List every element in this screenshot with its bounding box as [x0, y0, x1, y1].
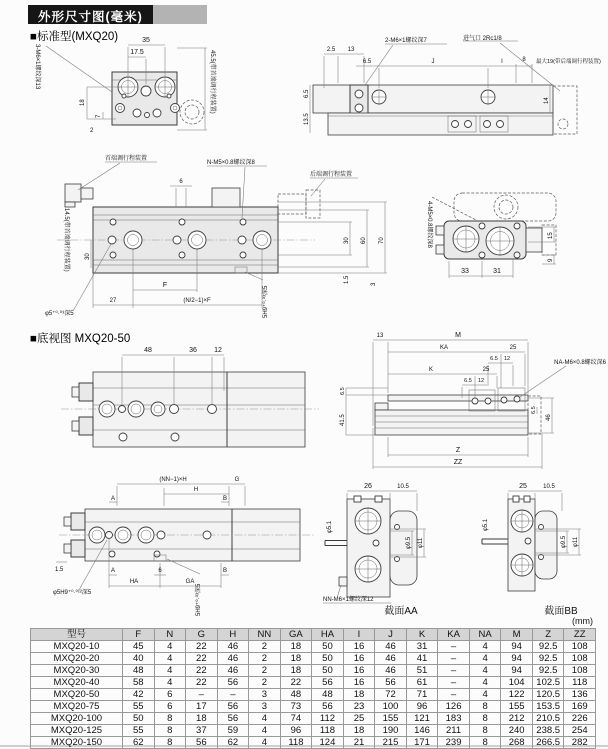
column-header: F	[123, 629, 155, 641]
dim-B-bottom: B	[222, 568, 228, 574]
value-cell: 21	[343, 737, 375, 749]
dim-2-5: 2.5	[326, 47, 336, 53]
dim-35: 35	[142, 37, 150, 44]
title-tail-decoration	[153, 5, 207, 24]
value-cell: 45	[123, 641, 155, 653]
model-cell: MXQ20-30	[31, 665, 123, 677]
thread-note-n-m5: N-M5×0.8螺纹深8	[207, 160, 255, 166]
value-cell: 226	[564, 713, 596, 725]
model-cell: MXQ20-50	[31, 689, 123, 701]
dim-15: 15	[548, 232, 554, 239]
dim-N-half-F: (N/2−1)×F	[183, 298, 211, 304]
value-cell: 46	[375, 653, 407, 665]
value-cell: 8	[469, 701, 501, 713]
value-cell: 122	[501, 689, 533, 701]
dim-25a: 25	[509, 345, 517, 351]
column-header: I	[343, 629, 375, 641]
dim-27: 27	[109, 298, 117, 304]
value-cell: 56	[217, 677, 249, 689]
dim-2: 2	[90, 128, 94, 134]
value-cell: 51	[406, 665, 438, 677]
value-cell: 59	[217, 725, 249, 737]
dim-A-bottom: A	[110, 568, 116, 574]
value-cell: 118	[280, 737, 312, 749]
value-cell: 108	[564, 665, 596, 677]
dim-1-5: 1.5	[344, 275, 350, 284]
value-cell: 112	[312, 713, 344, 725]
dim-6-5: 6.5	[362, 59, 372, 65]
value-cell: 155	[375, 713, 407, 725]
value-cell: –	[438, 689, 470, 701]
dim-41-5: 41.5	[340, 414, 346, 426]
section-aa-geometry	[325, 496, 417, 597]
dim-7: 7	[96, 114, 102, 118]
table-row	[31, 653, 596, 665]
rail-block	[390, 511, 417, 585]
dim-12a: 12	[503, 356, 511, 362]
key-note-5h9: 5H9⁺⁰·⁰³深5	[263, 285, 269, 318]
value-cell: 58	[123, 677, 155, 689]
value-cell: 50	[123, 713, 155, 725]
dimension-table	[30, 628, 596, 749]
side-profile-drawing	[328, 326, 608, 482]
column-header: NN	[249, 629, 281, 641]
value-cell: 108	[564, 641, 596, 653]
section-standard-label: ■标准型(MXQ20)	[30, 31, 119, 43]
key-note-5h9: 5H9⁺⁰·⁰³深5	[196, 583, 202, 616]
section-aa-caption: 截面AA	[384, 606, 418, 617]
dim-I: I	[501, 59, 503, 65]
thread-note-3-m6: 3-M6×1螺纹深13	[34, 44, 40, 90]
value-cell: 22	[186, 677, 218, 689]
value-cell: 8	[469, 737, 501, 749]
stroke-adjuster-phantom-circle	[180, 100, 204, 124]
dim-6-5b: 6.5	[464, 378, 472, 384]
dim-3: 3	[371, 282, 377, 286]
column-header: NA	[469, 629, 501, 641]
value-cell: 71	[406, 689, 438, 701]
value-cell: 282	[564, 737, 596, 749]
dim-G: G	[234, 477, 240, 483]
dim-12b: 12	[477, 378, 485, 384]
section-bottom-view-label: ■底视图 MXQ20-50	[30, 333, 131, 345]
value-cell: 183	[438, 713, 470, 725]
value-cell: –	[186, 689, 218, 701]
standard-side-view-drawing	[300, 28, 608, 163]
model-cell: MXQ20-125	[31, 725, 123, 737]
dim-1-5: 1.5	[55, 567, 64, 573]
dim-33: 33	[461, 268, 469, 275]
value-cell: 55	[123, 701, 155, 713]
dim-K: K	[428, 367, 434, 373]
value-cell: 46	[217, 665, 249, 677]
dim-70: 70	[379, 237, 385, 244]
value-cell: 6	[154, 689, 186, 701]
table-row	[31, 689, 596, 701]
table-row	[31, 701, 596, 713]
value-cell: 46	[217, 641, 249, 653]
unit-note: (mm)	[572, 616, 593, 626]
value-cell: 146	[406, 725, 438, 737]
page-title-bar	[28, 5, 207, 24]
dimension-table-header-row	[31, 629, 596, 641]
column-header: KA	[438, 629, 470, 641]
rear-adjuster-phantom	[553, 86, 577, 134]
value-cell: 8	[154, 713, 186, 725]
column-header: K	[406, 629, 438, 641]
table-row	[31, 713, 596, 725]
value-cell: 92.5	[532, 665, 564, 677]
value-cell: 239	[438, 737, 470, 749]
value-cell: 37	[186, 725, 218, 737]
value-cell: 102.5	[532, 677, 564, 689]
value-cell: 124	[312, 737, 344, 749]
value-cell: 42	[123, 689, 155, 701]
value-cell: –	[438, 677, 470, 689]
rear-adjuster-phantom	[278, 194, 306, 214]
value-cell: 62	[123, 737, 155, 749]
value-cell: 169	[564, 701, 596, 713]
section-bb-geometry	[482, 496, 557, 591]
value-cell: 22	[186, 653, 218, 665]
model-cell: MXQ20-10	[31, 641, 123, 653]
head-adjuster-knob	[65, 184, 81, 202]
dimension-table-head	[31, 629, 596, 641]
value-cell: 18	[280, 653, 312, 665]
side-profile-geometry	[375, 388, 541, 435]
dim-12: 12	[214, 347, 222, 354]
standard-top-view-drawing	[26, 28, 306, 154]
table-row	[31, 665, 596, 677]
value-cell: 118	[564, 677, 596, 689]
value-cell: 4	[469, 677, 501, 689]
rear-adjuster-note: 后端调行程装置	[310, 172, 353, 178]
rail-body	[375, 410, 528, 435]
dim-J: J	[431, 59, 435, 65]
dim-60: 60	[361, 237, 367, 244]
column-header: 型号	[31, 629, 123, 641]
value-cell: 4	[249, 737, 281, 749]
value-cell: 120.5	[532, 689, 564, 701]
value-cell: –	[438, 665, 470, 677]
value-cell: 16	[343, 641, 375, 653]
extent-note-45-5: 45.5(带首端调行程装置)	[209, 50, 215, 114]
model-cell: MXQ20-40	[31, 677, 123, 689]
dim-6-5-vertical: 6.5	[304, 89, 310, 98]
dim-6: 6	[179, 179, 183, 185]
value-cell: 108	[564, 653, 596, 665]
thread-note-na-m6: NA-M6×0.8螺纹深6	[554, 360, 606, 366]
value-cell: 74	[280, 713, 312, 725]
dim-NN-1-H: (NN−1)×H	[159, 477, 187, 483]
value-cell: 18	[343, 725, 375, 737]
page-title: 外形尺寸图(毫米)	[28, 5, 153, 24]
dim-B-top: B	[222, 496, 228, 502]
value-cell: 268	[501, 737, 533, 749]
value-cell: 55	[123, 725, 155, 737]
model-cell: MXQ20-20	[31, 653, 123, 665]
value-cell: 190	[375, 725, 407, 737]
value-cell: 50	[312, 641, 344, 653]
column-header: ZZ	[564, 629, 596, 641]
value-cell: 56	[217, 713, 249, 725]
value-cell: 62	[217, 737, 249, 749]
value-cell: 100	[375, 701, 407, 713]
table-row	[31, 641, 596, 653]
value-cell: 254	[564, 725, 596, 737]
model-cell: MXQ20-150	[31, 737, 123, 749]
value-cell: 4	[469, 641, 501, 653]
column-header: J	[375, 629, 407, 641]
bottom-detail-drawing	[53, 474, 338, 624]
dim-GA: GA	[185, 579, 195, 585]
value-cell: 4	[469, 689, 501, 701]
slide-rail	[328, 113, 553, 135]
dim-48: 48	[144, 347, 152, 354]
dim-6: 6	[158, 568, 162, 574]
rail-block	[535, 511, 557, 579]
value-cell: 4	[249, 713, 281, 725]
bottom-detail-geometry	[59, 509, 315, 561]
value-cell: 210.5	[532, 713, 564, 725]
dim-6-5-right: 6.5	[531, 406, 537, 414]
dim-13-5: 13.5	[304, 113, 310, 125]
value-cell: 56	[186, 737, 218, 749]
value-cell: 211	[438, 725, 470, 737]
value-cell: 4	[154, 677, 186, 689]
value-cell: 153.5	[532, 701, 564, 713]
value-cell: 17	[186, 701, 218, 713]
value-cell: 46	[375, 641, 407, 653]
dim-13: 13	[347, 47, 355, 53]
value-cell: 92.5	[532, 653, 564, 665]
column-header: H	[217, 629, 249, 641]
dim-HA: HA	[129, 579, 139, 585]
dim-6-5-left: 6.5	[340, 387, 346, 395]
head-adjuster-note: 首端调行程装置	[105, 156, 148, 162]
value-cell: 94	[501, 665, 533, 677]
column-header: HA	[312, 629, 344, 641]
value-cell: 118	[312, 725, 344, 737]
table-row	[31, 677, 596, 689]
value-cell: 18	[186, 713, 218, 725]
column-header: GA	[280, 629, 312, 641]
value-cell: 94	[501, 641, 533, 653]
dim-10-5: 10.5	[543, 484, 555, 490]
value-cell: 31	[406, 641, 438, 653]
dim-31: 31	[493, 268, 501, 275]
value-cell: 56	[375, 677, 407, 689]
bottom-view-drawing	[53, 341, 335, 473]
value-cell: 2	[249, 641, 281, 653]
dim-H: H	[193, 487, 199, 493]
value-cell: 4	[469, 665, 501, 677]
value-cell: 16	[343, 665, 375, 677]
value-cell: 61	[406, 677, 438, 689]
value-cell: 48	[123, 665, 155, 677]
value-cell: 92.5	[532, 641, 564, 653]
value-cell: 8	[469, 725, 501, 737]
value-cell: 18	[280, 641, 312, 653]
dim-Z: Z	[455, 447, 461, 454]
value-cell: 171	[406, 737, 438, 749]
value-cell: 72	[375, 689, 407, 701]
thread-note-4-m5: 4-M5×0.8螺纹深8	[426, 201, 432, 248]
value-cell: 4	[469, 653, 501, 665]
dim-ZZ: ZZ	[453, 459, 463, 466]
value-cell: 56	[217, 701, 249, 713]
value-cell: 22	[186, 641, 218, 653]
section-bb-caption: 截面BB	[544, 606, 578, 617]
value-cell: 6	[154, 701, 186, 713]
value-cell: 104	[501, 677, 533, 689]
model-cell: MXQ20-100	[31, 713, 123, 725]
value-cell: –	[438, 653, 470, 665]
mount-tab	[339, 577, 347, 586]
dim-6-5a: 6.5	[490, 356, 498, 362]
value-cell: 50	[312, 665, 344, 677]
dim-phi11: φ11	[418, 537, 424, 549]
dim-18: 18	[80, 99, 86, 106]
value-cell: 22	[280, 677, 312, 689]
rod-bore	[525, 538, 531, 544]
dim-14: 14	[544, 97, 550, 104]
value-cell: 16	[343, 677, 375, 689]
value-cell: 2	[249, 665, 281, 677]
value-cell: 94	[501, 653, 533, 665]
value-cell: 18	[280, 665, 312, 677]
section-aa-drawing	[323, 479, 475, 621]
value-cell: 56	[312, 701, 344, 713]
column-header: M	[501, 629, 533, 641]
end-phantom	[528, 396, 541, 434]
value-cell: 50	[312, 653, 344, 665]
column-header: G	[186, 629, 218, 641]
value-cell: 8	[154, 737, 186, 749]
dim-9: 9	[548, 258, 554, 262]
dim-36: 36	[189, 347, 197, 354]
value-cell: 41	[406, 653, 438, 665]
dim-rod-phi5-1: φ5.1	[483, 518, 489, 532]
table-row	[31, 737, 596, 749]
dim-8: 8	[522, 57, 526, 63]
value-cell: 266.5	[532, 737, 564, 749]
standard-top-geometry	[112, 72, 204, 125]
value-cell: 121	[406, 713, 438, 725]
thread-note-nn-m6: NN-M6×1螺纹深12	[323, 597, 374, 603]
value-cell: 126	[438, 701, 470, 713]
front-view-drawing	[45, 150, 445, 335]
max-19-note: 最大19(带后端调行程装置)	[536, 59, 601, 65]
value-cell: 23	[343, 701, 375, 713]
side-note-14-5: 14.5(带首端调行程装置)	[63, 208, 69, 272]
value-cell: 2	[249, 677, 281, 689]
value-cell: 96	[280, 725, 312, 737]
value-cell: 4	[154, 665, 186, 677]
top-block	[212, 188, 240, 207]
dim-30-left: 30	[85, 253, 91, 260]
hole-note-phi5: φ5⁺⁰·⁰³深5	[45, 311, 74, 317]
thread-note-2-m6: 2-M6×1螺纹深7	[385, 38, 427, 44]
value-cell: 4	[154, 653, 186, 665]
dim-phi9-5: φ9.5	[561, 535, 567, 549]
value-cell: 18	[343, 689, 375, 701]
dim-M: M	[455, 332, 461, 339]
dim-phi9-5: φ9.5	[406, 536, 412, 550]
dim-25: 25	[519, 483, 527, 490]
value-cell: 22	[186, 665, 218, 677]
value-cell: 48	[280, 689, 312, 701]
dim-rod-phi5-1: φ5.1	[327, 520, 333, 534]
value-cell: 46	[375, 665, 407, 677]
dim-25b: 25	[482, 367, 490, 373]
dim-phi11: φ11	[573, 536, 579, 548]
section-bb-drawing	[478, 479, 608, 621]
value-cell: 96	[406, 701, 438, 713]
value-cell: 2	[249, 653, 281, 665]
column-header: Z	[532, 629, 564, 641]
value-cell: 4	[249, 725, 281, 737]
front-view-geometry	[57, 184, 320, 273]
dim-KA: KA	[439, 345, 449, 351]
value-cell: 25	[343, 713, 375, 725]
value-cell: 215	[375, 737, 407, 749]
end-view-geometry	[436, 193, 556, 259]
dim-30-right: 30	[344, 237, 350, 244]
value-cell: 155	[501, 701, 533, 713]
value-cell: 3	[249, 701, 281, 713]
body-top-plate	[313, 85, 553, 113]
dimension-table-body	[31, 641, 596, 749]
dim-46: 46	[546, 414, 552, 421]
value-cell: 16	[343, 653, 375, 665]
value-cell: 240	[501, 725, 533, 737]
value-cell: 8	[469, 713, 501, 725]
dim-17-5: 17.5	[130, 49, 144, 56]
value-cell: 136	[564, 689, 596, 701]
value-cell: 3	[249, 689, 281, 701]
value-cell: 40	[123, 653, 155, 665]
value-cell: 73	[280, 701, 312, 713]
table-row	[31, 725, 596, 737]
model-cell: MXQ20-75	[31, 701, 123, 713]
value-cell: 212	[501, 713, 533, 725]
standard-side-geometry	[313, 85, 577, 135]
bottom-view-geometry	[61, 372, 319, 447]
dim-F: F	[162, 282, 168, 289]
value-cell: –	[438, 641, 470, 653]
value-cell: 238.5	[532, 725, 564, 737]
dim-26: 26	[364, 483, 372, 490]
value-cell: 48	[312, 689, 344, 701]
column-header: N	[154, 629, 186, 641]
end-view-drawing	[418, 181, 608, 295]
value-cell: 4	[154, 641, 186, 653]
dim-A-top: A	[110, 496, 116, 502]
value-cell: 8	[154, 725, 186, 737]
value-cell: –	[217, 689, 249, 701]
rod-bore	[373, 540, 379, 546]
dim-13: 13	[376, 333, 384, 339]
value-cell: 46	[217, 653, 249, 665]
hole-note-phi5h9: φ5H9⁺⁰·⁰¹²深5	[53, 590, 92, 596]
dim-10-5: 10.5	[397, 484, 409, 490]
value-cell: 56	[312, 677, 344, 689]
air-port-note: 进气口 2Rc1/8	[463, 36, 502, 42]
